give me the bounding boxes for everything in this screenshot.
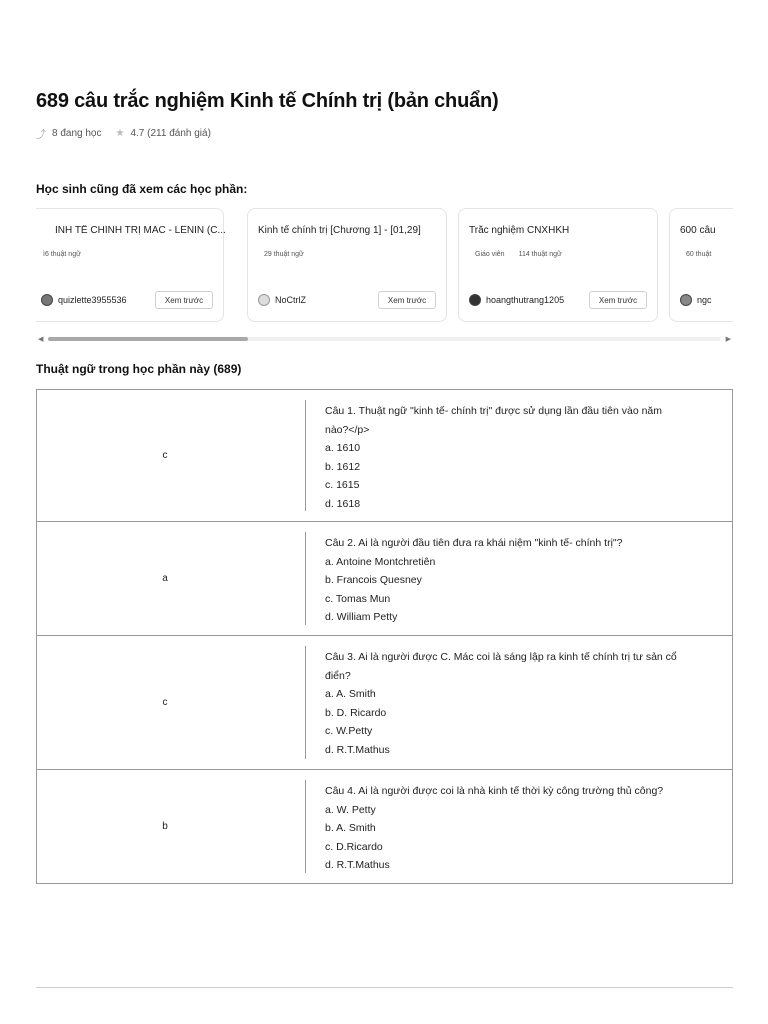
footer-divider (36, 987, 733, 988)
term-question: Câu 4. Ai là người được coi là nhà kinh tế thời kỳ công trường thủ công? a. W. Petty b. A. Smith c. D.Ricardo d. R.T.Mathus (325, 785, 664, 871)
card-term-count: 60 thuật (686, 251, 712, 258)
preview-button[interactable]: Xem trước (378, 291, 436, 309)
star-icon: ★ (115, 128, 125, 139)
studying-count: 8 đang học (52, 128, 102, 139)
teacher-badge: Giáo viên (475, 251, 505, 258)
rating-text[interactable]: 4.7 (211 đánh giá) (130, 128, 211, 139)
scrollbar-track[interactable] (48, 337, 721, 341)
term-question: Câu 1. Thuật ngữ "kinh tế- chính trị" được sử dụng lần đầu tiên vào năm nào?</p> a. 1610 b. 1612 c. 1615 d. 1618 (325, 405, 663, 510)
card-author[interactable]: NoCtrlZ (258, 294, 306, 306)
terms-list (36, 389, 733, 884)
term-row (36, 636, 733, 770)
row-divider (305, 646, 306, 759)
term-question: Câu 2. Ai là người đầu tiên đưa ra khái niệm "kinh tế- chính trị"? a. Antoine Montchretiên b. Francois Quesney c. Tomas Mun d. William Petty (325, 537, 623, 623)
card-title[interactable]: Kinh tế chính trị [Chương 1] - [01,29] (258, 225, 421, 236)
avatar (258, 294, 270, 306)
term-row (36, 770, 733, 884)
row-divider (305, 532, 306, 625)
card-term-count: ì6 thuật ngữ (43, 251, 81, 258)
scroll-left-icon[interactable]: ◀ (38, 336, 44, 343)
avatar (469, 294, 481, 306)
card-term-count: 29 thuật ngữ (264, 251, 304, 258)
related-set-card[interactable] (458, 208, 658, 322)
scrollbar-thumb[interactable] (48, 337, 248, 341)
preview-button[interactable]: Xem trước (589, 291, 647, 309)
term-answer: c (162, 697, 168, 708)
related-sets-carousel (36, 208, 733, 324)
card-title[interactable]: Trắc nghiệm CNXHKH (469, 225, 570, 236)
term-row (36, 389, 733, 522)
card-title[interactable]: 600 câu (680, 225, 716, 236)
card-author[interactable]: quizlette3955536 (41, 294, 127, 306)
term-answer: c (162, 450, 168, 461)
term-question: Câu 3. Ai là người được C. Mác coi là sáng lập ra kinh tế chính trị tư sản cổ điển? a. A. Smith b. D. Ricardo c. W.Petty d. R.T.Mathus (325, 651, 677, 756)
related-set-card[interactable] (36, 208, 224, 322)
scroll-right-icon[interactable]: ▶ (725, 336, 731, 343)
term-row (36, 522, 733, 636)
carousel-scrollbar[interactable] (36, 334, 733, 344)
page-title: 689 câu trắc nghiệm Kinh tế Chính trị (bản chuẩn) (36, 90, 499, 112)
related-set-card[interactable] (669, 208, 733, 322)
card-author[interactable]: ngc (680, 294, 712, 306)
term-answer: b (162, 821, 168, 832)
term-answer: a (162, 573, 168, 584)
preview-button[interactable]: Xem trước (155, 291, 213, 309)
card-author[interactable]: hoangthutrang1205 (469, 294, 564, 306)
set-meta (36, 126, 211, 141)
card-term-count: Giáo viên 114 thuật ngữ (475, 251, 562, 258)
row-divider (305, 780, 306, 873)
related-sets-heading: Học sinh cũng đã xem các học phần: (36, 182, 248, 196)
row-divider (305, 400, 306, 511)
card-title[interactable]: INH TẾ CHÍNH TRỊ MÁC - LÊNIN (C... (55, 225, 226, 236)
avatar (41, 294, 53, 306)
trending-icon: ⤴ (36, 130, 46, 141)
terms-heading: Thuật ngữ trong học phần này (689) (36, 362, 242, 376)
avatar (680, 294, 692, 306)
related-set-card[interactable] (247, 208, 447, 322)
